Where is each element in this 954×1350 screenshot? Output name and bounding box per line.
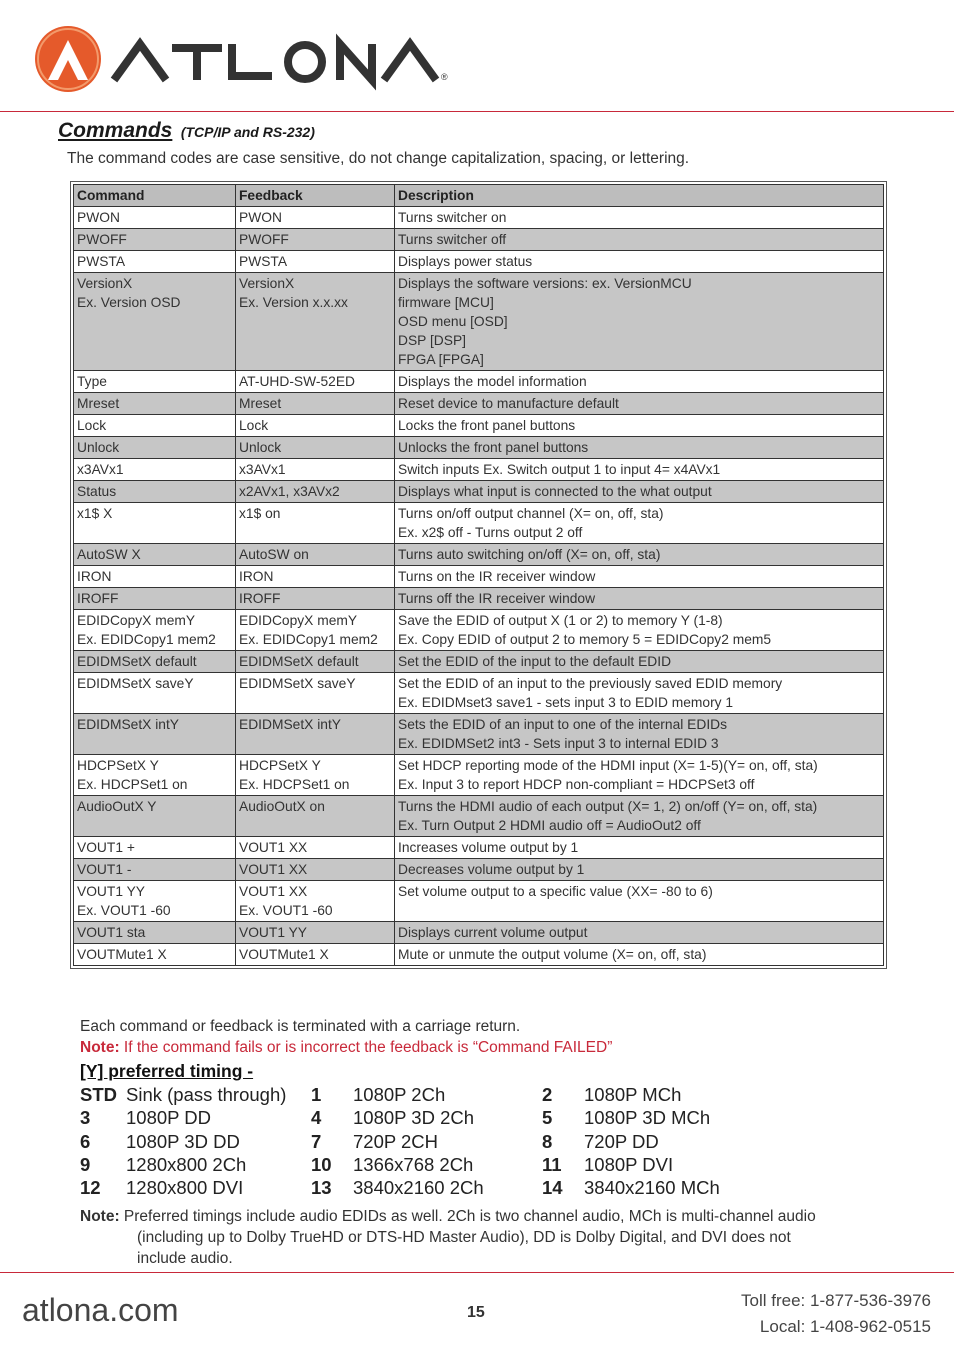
cell-command: VOUTMute1 X [74, 944, 236, 966]
cell-feedback: VOUT1 XX [236, 859, 395, 881]
cell-command: VersionX Ex. Version OSD [74, 273, 236, 371]
cell-command: AutoSW X [74, 544, 236, 566]
table-row [74, 922, 884, 944]
timing-row [80, 1177, 780, 1200]
cell-command: x3AVx1 [74, 459, 236, 481]
intro-text: The command codes are case sensitive, do not change capitalization, spacing, or lettering. [67, 150, 690, 167]
cell-feedback: AutoSW on [236, 544, 395, 566]
logo-wordmark [114, 44, 436, 80]
cell-description: Set volume output to a specific value (XX= -80 to 6) [395, 881, 884, 922]
cell-description: Decreases volume output by 1 [395, 859, 884, 881]
timing-number: 11 [542, 1153, 562, 1175]
table-row [74, 588, 884, 610]
cell-description: Turns switcher on [395, 207, 884, 229]
svg-text:®: ® [441, 72, 448, 82]
header-description: Description [395, 185, 884, 207]
table-row [74, 207, 884, 229]
section-title [58, 119, 315, 143]
cell-description: Locks the front panel buttons [395, 415, 884, 437]
cell-command: PWOFF [74, 229, 236, 251]
cell-description: Turns off the IR receiver window [395, 588, 884, 610]
cell-command: EDIDMSetX intY [74, 714, 236, 755]
timing-number: STD [80, 1084, 117, 1105]
table-row [74, 437, 884, 459]
cell-description: Turns the HDMI audio of each output (X= 1, 2) on/off (Y= on, off, sta) Ex. Turn Output 2 HDMI audio off = AudioOut2 off [395, 796, 884, 837]
cell-command: Lock [74, 415, 236, 437]
cell-feedback: VOUT1 XX Ex. VOUT1 -60 [236, 881, 395, 922]
cell-feedback: PWON [236, 207, 395, 229]
cell-command: EDIDMSetX default [74, 651, 236, 673]
timing-row [80, 1107, 780, 1130]
table-row [74, 459, 884, 481]
cell-feedback: AT-UHD-SW-52ED [236, 371, 395, 393]
cell-command: Mreset [74, 393, 236, 415]
timing-number: 2 [542, 1084, 553, 1105]
table-row [74, 796, 884, 837]
page-number: 15 [467, 1304, 485, 1321]
local-number: Local: 1-408-962-0515 [759, 1317, 931, 1336]
timing-label: 720P 2CH [353, 1130, 439, 1152]
cell-description: Switch inputs Ex. Switch output 1 to input 4= x4AVx1 [395, 459, 884, 481]
timing-number: 13 [311, 1177, 332, 1199]
toll-free-number: Toll free: 1-877-536-3976 [741, 1291, 931, 1310]
cell-command: Type [74, 371, 236, 393]
cell-feedback: VOUT1 XX [236, 837, 395, 859]
cell-description: Mute or unmute the output volume (X= on, off, sta) [395, 944, 884, 966]
footer-contact [741, 1288, 931, 1340]
timing-label: 3840x2160 MCh [584, 1177, 720, 1199]
cell-command: HDCPSetX Y Ex. HDCPSet1 on [74, 755, 236, 796]
cell-feedback: EDIDMSetX saveY [236, 673, 395, 714]
cell-description: Turns switcher off [395, 229, 884, 251]
cell-feedback: x2AVx1, x3AVx2 [236, 481, 395, 503]
cell-description: Set HDCP reporting mode of the HDMI input (X= 1-5)(Y= on, off, sta) Ex. Input 3 to report HDCP non-compliant = HDCPSet3 off [395, 755, 884, 796]
timing-title: [Y] preferred timing - [80, 1061, 254, 1081]
cell-command: x1$ X [74, 503, 236, 544]
cell-command: PWON [74, 207, 236, 229]
timing-number: 3 [80, 1107, 91, 1129]
cell-description: Save the EDID of output X (1 or 2) to memory Y (1-8) Ex. Copy EDID of output 2 to memory 5 = EDIDCopy2 mem5 [395, 610, 884, 651]
cell-feedback: Unlock [236, 437, 395, 459]
table-row [74, 415, 884, 437]
cell-command: VOUT1 - [74, 859, 236, 881]
timing-number: 6 [80, 1130, 91, 1152]
cell-feedback: VOUTMute1 X [236, 944, 395, 966]
timing-number: 12 [80, 1177, 101, 1199]
cell-description: Displays power status [395, 251, 884, 273]
cell-command: AudioOutX Y [74, 796, 236, 837]
cell-description: Sets the EDID of an input to one of the internal EDIDs Ex. EDIDMSet2 int3 - Sets input 3 to internal EDID 3 [395, 714, 884, 755]
cell-command: IROFF [74, 588, 236, 610]
footer-divider [0, 1272, 954, 1273]
table-row [74, 755, 884, 796]
cell-description: Turns auto switching on/off (X= on, off, sta) [395, 544, 884, 566]
cell-description: Unlocks the front panel buttons [395, 437, 884, 459]
timing-number: 9 [80, 1153, 91, 1175]
header-divider [0, 111, 954, 112]
timing-label: Sink (pass through) [126, 1084, 287, 1105]
timing-number: 8 [542, 1130, 553, 1152]
timing-label: 1080P DVI [584, 1153, 674, 1175]
cell-feedback: x1$ on [236, 503, 395, 544]
pref-note-line3: include audio. [137, 1250, 233, 1267]
pref-note-line2: (including up to Dolby TrueHD or DTS-HD Master Audio), DD is Dolby Digital, and DVI does not [137, 1229, 791, 1246]
table-row [74, 229, 884, 251]
cell-description: Displays what input is connected to the what output [395, 481, 884, 503]
cell-description: Turns on the IR receiver window [395, 566, 884, 588]
table-row [74, 503, 884, 544]
cell-feedback: x3AVx1 [236, 459, 395, 481]
terminate-block [80, 1016, 612, 1058]
timing-number: 4 [311, 1107, 322, 1129]
cell-feedback: VOUT1 YY [236, 922, 395, 944]
cell-feedback: PWOFF [236, 229, 395, 251]
timing-label: 1366x768 2Ch [353, 1153, 474, 1175]
table-header-row [74, 185, 884, 207]
table-row [74, 393, 884, 415]
timing-label: 1080P MCh [584, 1084, 682, 1105]
timing-label: 720P DD [584, 1130, 659, 1152]
cell-command: EDIDMSetX saveY [74, 673, 236, 714]
cell-description: Reset device to manufacture default [395, 393, 884, 415]
timing-label: 1080P 3D 2Ch [353, 1107, 475, 1129]
table-row [74, 481, 884, 503]
failed-note-label: Note: [80, 1039, 120, 1056]
table-row [74, 714, 884, 755]
cell-feedback: EDIDCopyX memY Ex. EDIDCopy1 mem2 [236, 610, 395, 651]
timing-number: 1 [311, 1084, 322, 1105]
cell-command: VOUT1 + [74, 837, 236, 859]
cell-feedback: EDIDMSetX intY [236, 714, 395, 755]
table-row [74, 944, 884, 966]
pref-note-label: Note: [80, 1208, 120, 1225]
cell-description: Set the EDID of the input to the default EDID [395, 651, 884, 673]
command-table [73, 184, 884, 966]
timing-number: 5 [542, 1107, 553, 1129]
section-title-main: Commands [58, 119, 173, 142]
table-row [74, 544, 884, 566]
atlona-logo [22, 22, 462, 92]
cell-feedback: HDCPSetX Y Ex. HDCPSet1 on [236, 755, 395, 796]
table-row [74, 673, 884, 714]
cell-feedback: EDIDMSetX default [236, 651, 395, 673]
header-feedback: Feedback [236, 185, 395, 207]
timing-label: 3840x2160 2Ch [353, 1177, 484, 1199]
failed-note-text: If the command fails or is incorrect the feedback is “Command FAILED” [123, 1039, 613, 1056]
preferred-timing-note [80, 1206, 900, 1269]
footer-website: atlona.com [22, 1292, 179, 1328]
cell-description: Displays current volume output [395, 922, 884, 944]
cell-description: Turns on/off output channel (X= on, off, sta) Ex. x2$ off - Turns output 2 off [395, 503, 884, 544]
failed-note [80, 1037, 612, 1058]
timing-label: 1280x800 2Ch [126, 1153, 247, 1175]
table-row [74, 651, 884, 673]
cell-description: Displays the software versions: ex. VersionMCU firmware [MCU] OSD menu [OSD] DSP [DSP] FPGA [FPGA] [395, 273, 884, 371]
terminate-text: Each command or feedback is terminated with a carriage return. [80, 1018, 521, 1035]
timing-number: 14 [542, 1177, 563, 1199]
logo-mark-icon [35, 26, 101, 92]
table-row [74, 273, 884, 371]
table-row [74, 837, 884, 859]
section-subtitle: (TCP/IP and RS-232) [180, 124, 315, 140]
table-row [74, 881, 884, 922]
timing-label: 1280x800 DVI [126, 1177, 244, 1199]
cell-feedback: VersionX Ex. Version x.x.xx [236, 273, 395, 371]
table-row [74, 566, 884, 588]
cell-feedback: PWSTA [236, 251, 395, 273]
cell-command: PWSTA [74, 251, 236, 273]
timing-row [80, 1084, 780, 1107]
table-row [74, 251, 884, 273]
timing-row [80, 1154, 780, 1177]
table-row [74, 371, 884, 393]
cell-command: Status [74, 481, 236, 503]
cell-description: Increases volume output by 1 [395, 837, 884, 859]
cell-description: Displays the model information [395, 371, 884, 393]
header-command: Command [74, 185, 236, 207]
timing-row [80, 1131, 780, 1154]
timing-number: 10 [311, 1153, 332, 1175]
timing-label: 1080P 3D MCh [584, 1107, 711, 1129]
cell-command: VOUT1 YY Ex. VOUT1 -60 [74, 881, 236, 922]
cell-feedback: Mreset [236, 393, 395, 415]
table-row [74, 610, 884, 651]
command-table-frame [70, 181, 887, 969]
timing-label: 1080P 3D DD [126, 1130, 240, 1152]
timing-label: 1080P DD [126, 1107, 212, 1129]
table-row [74, 859, 884, 881]
cell-command: Unlock [74, 437, 236, 459]
cell-feedback: AudioOutX on [236, 796, 395, 837]
cell-command: EDIDCopyX memY Ex. EDIDCopy1 mem2 [74, 610, 236, 651]
timing-number: 7 [311, 1130, 322, 1152]
timing-grid [80, 1084, 780, 1200]
cell-feedback: IRON [236, 566, 395, 588]
cell-command: VOUT1 sta [74, 922, 236, 944]
pref-note-line1: Preferred timings include audio EDIDs as well. 2Ch is two channel audio, MCh is multi-channel audio [123, 1208, 816, 1225]
cell-feedback: Lock [236, 415, 395, 437]
cell-feedback: IROFF [236, 588, 395, 610]
cell-description: Set the EDID of an input to the previously saved EDID memory Ex. EDIDMset3 save1 - sets input 3 to EDID memory 1 [395, 673, 884, 714]
cell-command: IRON [74, 566, 236, 588]
timing-label: 1080P 2Ch [353, 1084, 446, 1105]
